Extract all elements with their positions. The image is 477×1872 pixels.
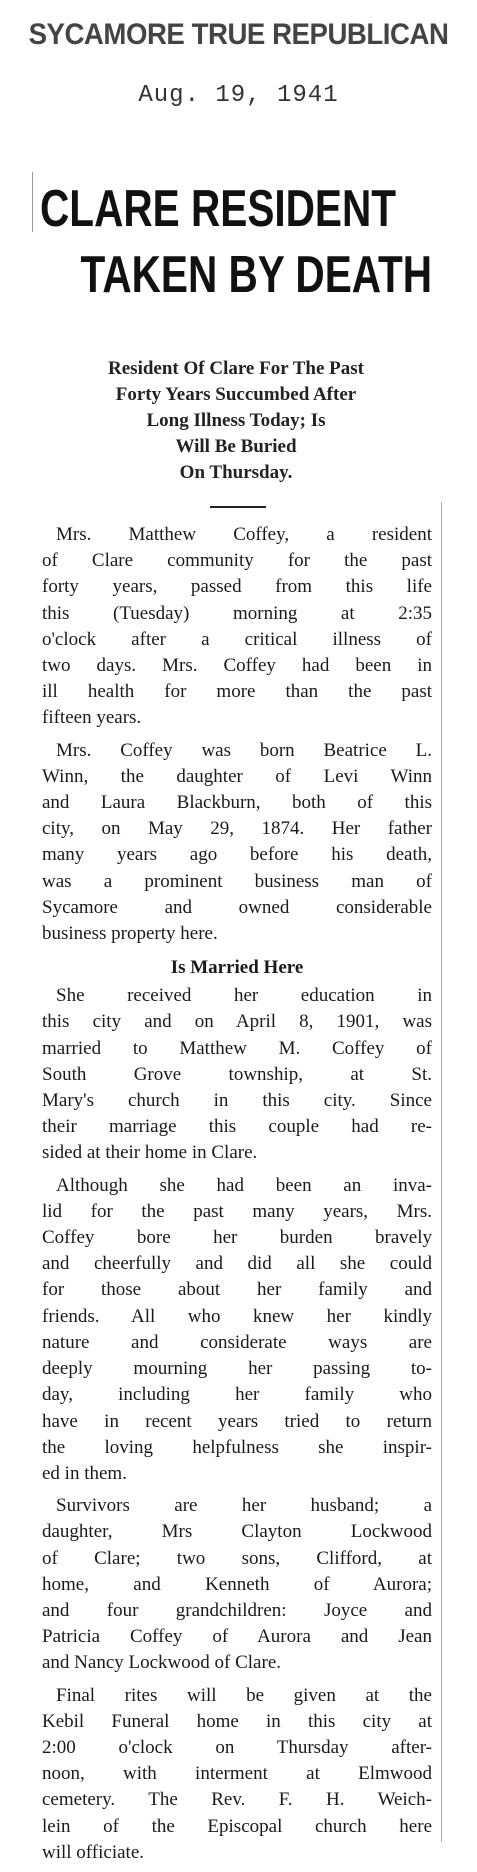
- article-line: Winn, the daughter of Levi Winn: [42, 765, 432, 787]
- article-line: many years ago before his death,: [42, 844, 432, 866]
- article-line: 2:00 o'clock on Thursday after-: [42, 1736, 432, 1758]
- article-line: business property here.: [42, 923, 218, 945]
- article-line: this city and on April 8, 1901, was: [42, 1011, 432, 1033]
- article-line: the loving helpfulness she inspir-: [42, 1436, 432, 1458]
- headline-line: CLARE RESIDENT: [40, 180, 397, 238]
- article-line: and Nancy Lockwood of Clare.: [42, 1652, 282, 1674]
- article-line: was a prominent business man of: [42, 870, 432, 892]
- article-line: Mrs. Matthew Coffey, a resident: [56, 524, 432, 545]
- subheadline-line: Long Illness Today; Is: [146, 410, 326, 431]
- article-line: sided at their home in Clare.: [42, 1142, 258, 1164]
- article-line: South Grove township, at St.: [42, 1063, 432, 1085]
- article-line: home, and Kenneth of Aurora;: [42, 1573, 432, 1595]
- article-line: have in recent years tried to return: [42, 1410, 432, 1432]
- article-line: lein of the Episcopal church here: [42, 1815, 432, 1837]
- headline-line: TAKEN BY DEATH: [80, 246, 433, 304]
- article-line: Mary's church in this city. Since: [42, 1090, 432, 1112]
- clipping-edge-left: [32, 172, 33, 232]
- article-line: cemetery. The Rev. F. H. Weich-: [42, 1789, 432, 1811]
- article-paragraph: [42, 983, 432, 1166]
- article-line: Survivors are her husband; a: [56, 1495, 432, 1517]
- article-paragraph: [42, 1683, 432, 1866]
- article-line: day, including her family who: [42, 1384, 432, 1406]
- publication-date: Aug. 19, 1941: [138, 82, 339, 109]
- article-line: Sycamore and owned considerable: [42, 896, 432, 918]
- article-line: ed in them.: [42, 1462, 127, 1484]
- subheadline-line: Resident Of Clare For The Past: [108, 358, 364, 379]
- article-line: daughter, Mrs Clayton Lockwood: [42, 1521, 432, 1543]
- article-body: [42, 522, 432, 1872]
- divider-rule: [210, 506, 266, 508]
- article-line: nature and considerate ways are: [42, 1331, 432, 1353]
- subheadline-line: Forty Years Succumbed After: [115, 384, 357, 405]
- article-line: for those about her family and: [42, 1279, 432, 1301]
- section-heading: Is Married Here: [170, 957, 304, 979]
- article-line: city, on May 29, 1874. Her father: [42, 818, 432, 840]
- article-line: She received her education in: [56, 985, 432, 1007]
- article-line: noon, with interment at Elmwood: [42, 1763, 432, 1785]
- article-paragraph: [42, 1173, 432, 1487]
- subheadline-line: On Thursday.: [179, 462, 293, 483]
- article-line: Patricia Coffey of Aurora and Jean: [42, 1626, 432, 1648]
- article-line: of Clare community for the past: [42, 550, 432, 572]
- article-line: and four grandchildren: Joyce and: [42, 1599, 432, 1621]
- article-line: lid for the past many years, Mrs.: [42, 1200, 432, 1222]
- article-line: two days. Mrs. Coffey had been in: [42, 655, 432, 677]
- article-paragraph: [42, 738, 432, 948]
- article-line: forty years, passed from this life: [42, 576, 432, 598]
- article-line: o'clock after a critical illness of: [42, 628, 432, 650]
- article-paragraph: [42, 1493, 432, 1676]
- article-line: of Clare; two sons, Clifford, at: [42, 1547, 432, 1569]
- article-line: friends. All who knew her kindly: [42, 1305, 432, 1327]
- article-line: Kebil Funeral home in this city at: [42, 1710, 432, 1732]
- subheadline-line: Will Be Buried: [175, 436, 297, 457]
- article-line: Mrs. Coffey was born Beatrice L.: [56, 739, 432, 761]
- article-line: Although she had been an inva-: [56, 1174, 432, 1196]
- masthead: SYCAMORE TRUE REPUBLICAN: [28, 18, 449, 51]
- article-line: and cheerfully and did all she could: [42, 1253, 432, 1275]
- article-line: deeply mourning her passing to-: [42, 1358, 432, 1380]
- article-line: Final rites will be given at the: [56, 1684, 432, 1706]
- article-paragraph: [42, 522, 432, 732]
- clipping-edge-right: [441, 502, 442, 1842]
- article-line: and Laura Blackburn, both of this: [42, 792, 432, 814]
- article-line: their marriage this couple had re-: [42, 1116, 432, 1138]
- article-line: Coffey bore her burden bravely: [42, 1227, 432, 1249]
- article-line: fifteen years.: [42, 707, 142, 729]
- article-line: will officiate.: [42, 1841, 145, 1863]
- article-line: married to Matthew M. Coffey of: [42, 1037, 432, 1059]
- headline: [40, 176, 433, 308]
- clipping: [32, 172, 442, 1863]
- paragraph-gap: [42, 1866, 432, 1872]
- article-line: ill health for more than the past: [42, 681, 432, 703]
- article-line: this (Tuesday) morning at 2:35: [42, 602, 432, 624]
- subheadline: [36, 356, 436, 486]
